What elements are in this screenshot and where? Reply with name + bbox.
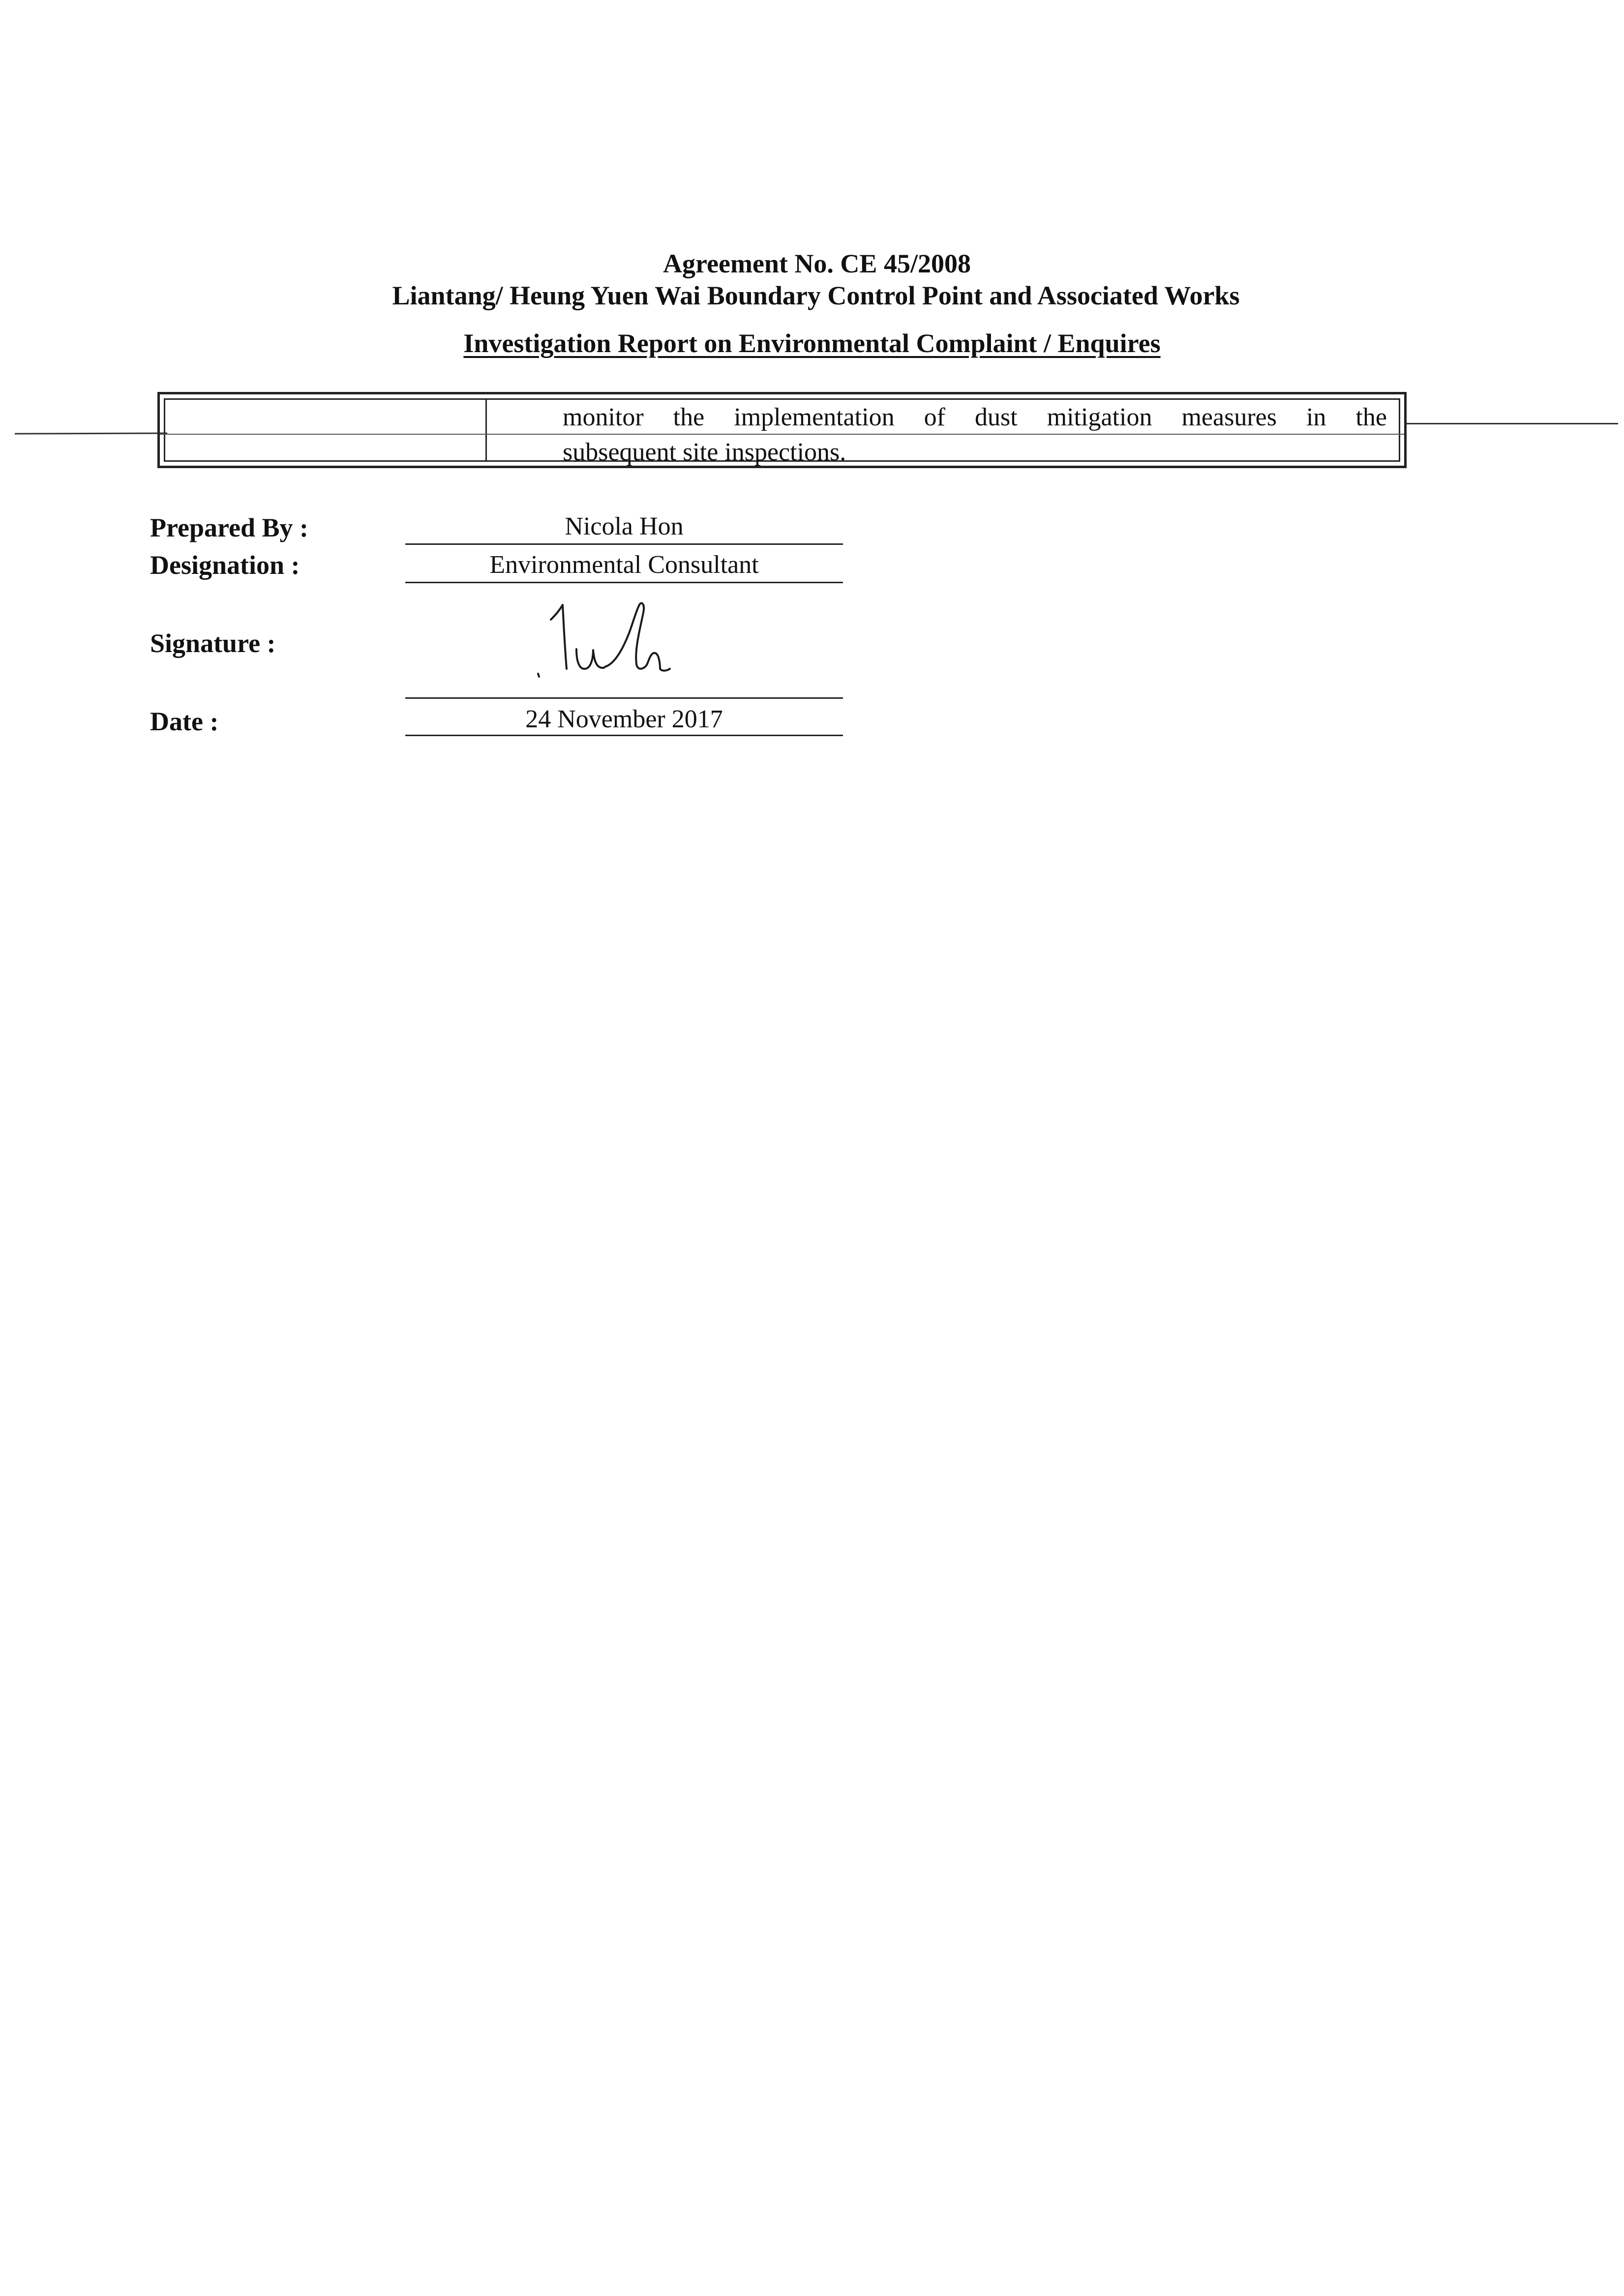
table-cell-text-line1: monitor the implementation of dust mitigation measures in the [563,403,1387,431]
scan-artifact-line-table [160,434,1404,435]
prepared-by-value: Nicola Hon [565,512,684,540]
signature-rule [405,697,843,699]
details-table [157,392,1407,468]
handwritten-signature [531,590,708,693]
project-title: Liantang/ Heung Yuen Wai Boundary Control Point and Associated Works [392,281,1240,310]
designation-value: Environmental Consultant [489,551,759,579]
table-cell-right [487,400,1399,466]
date-value: 24 November 2017 [525,705,723,733]
date-rule [405,735,843,736]
agreement-number: Agreement No. CE 45/2008 [663,249,971,278]
designation-label: Designation : [150,550,300,580]
date-label: Date : [150,707,219,736]
table-cell-text-line2: subsequent site inspections. [563,438,846,466]
report-title: Investigation Report on Environmental Complaint / Enquires [463,328,1161,358]
prepared-by-label: Prepared By : [150,513,308,542]
designation-rule [405,582,843,583]
table-cell-left [165,400,487,460]
signature-label: Signature : [150,628,276,658]
scan-artifact-line-right [1407,423,1618,424]
prepared-by-rule [405,543,843,545]
table-row [164,398,1400,466]
scan-artifact-line-left [15,432,167,434]
